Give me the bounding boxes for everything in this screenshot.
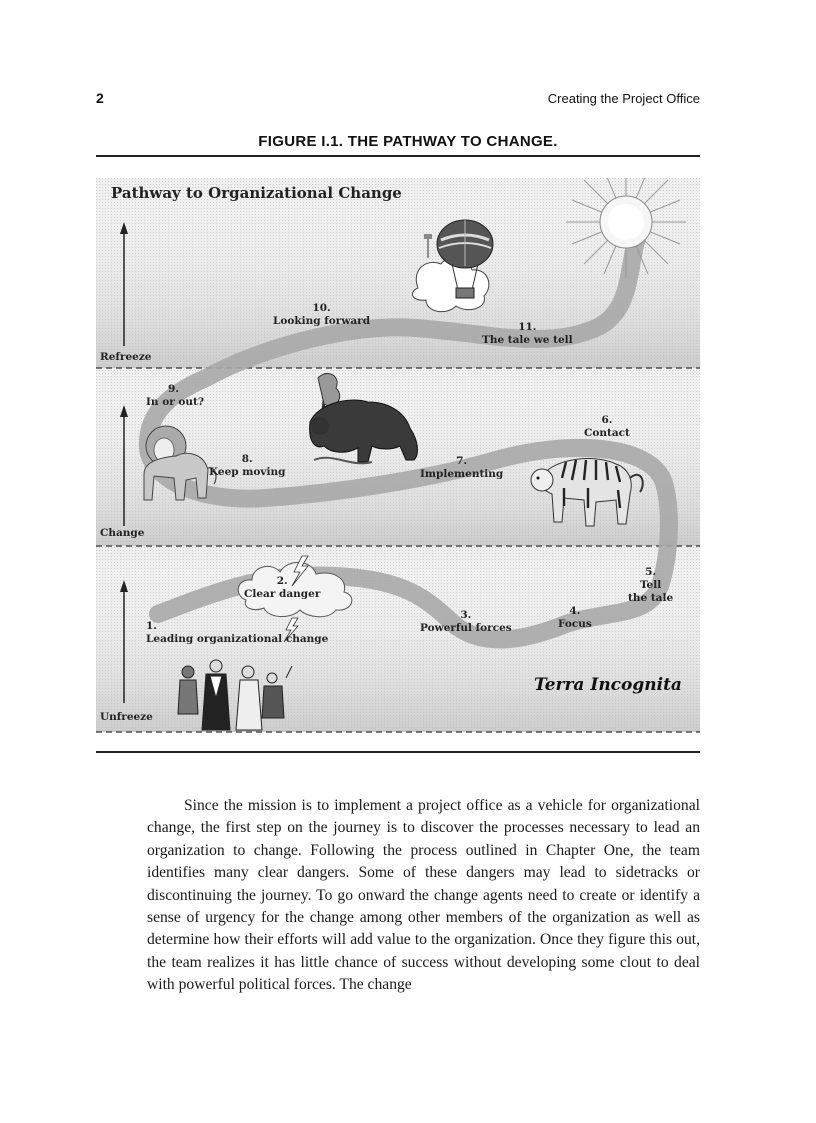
step-7 (420, 455, 503, 481)
step-3-label: Powerful forces (420, 622, 512, 634)
figure-title: Pathway to Organizational Change (111, 184, 402, 202)
step-5 (628, 566, 673, 605)
step-1 (146, 620, 328, 646)
stage-label-refreeze: Refreeze (100, 351, 152, 363)
page-number: 2 (96, 90, 104, 106)
step-7-number: 7. (456, 455, 468, 467)
step-5-label-line2: the tale (628, 592, 674, 604)
step-1-label: Leading organizational change (146, 633, 329, 645)
step-11 (482, 321, 573, 347)
figure-bottom-rule (96, 751, 700, 753)
terra-incognita-signature: Terra Incognita (534, 675, 682, 695)
stage-label-unfreeze: Unfreeze (100, 711, 153, 723)
step-11-number: 11. (518, 321, 537, 333)
caption-rule (96, 155, 700, 157)
step-5-label-line1: Tell (639, 579, 662, 591)
step-3 (420, 609, 512, 635)
step-6 (584, 414, 630, 440)
figure-caption: FIGURE I.1. THE PATHWAY TO CHANGE. (258, 133, 558, 150)
body-paragraph: Since the mission is to implement a project office as a vehicle for organizational change, the first step on the journey is to discover the processes necessary to lead an organization to change. Following the process outlined in Chapter One, the team identifies many clear dangers. Some of these dangers may lead to sidetracks or discontinuing the journey. To go onward the change agents need to create or identify a sense of urgency for the change among other members of the organization as well as determine how their efforts will add value to the organization. Once they figure this out, the team realizes it has little chance of success without developing some clout to deal with powerful political forces. The change (147, 797, 700, 994)
pathway-illustration (96, 178, 700, 738)
step-8 (209, 453, 285, 479)
step-10-label: Looking forward (273, 315, 371, 327)
step-7-label: Implementing (420, 468, 504, 480)
step-8-number: 8. (241, 453, 253, 465)
step-9 (146, 383, 204, 409)
step-2-label: Clear danger (244, 588, 321, 600)
step-6-label: Contact (584, 427, 630, 439)
step-3-number: 3. (460, 609, 472, 621)
step-4-label: Focus (558, 618, 592, 630)
step-10-number: 10. (312, 302, 331, 314)
step-8-label: Keep moving (209, 466, 286, 478)
step-4-number: 4. (569, 605, 581, 617)
pathway-figure (96, 178, 700, 738)
step-4 (558, 605, 592, 631)
step-5-number: 5. (645, 566, 657, 578)
stage-label-change: Change (100, 527, 145, 539)
running-head: Creating the Project Office (547, 91, 700, 106)
step-6-number: 6. (601, 414, 613, 426)
step-10 (273, 302, 370, 328)
step-1-number: 1. (146, 620, 157, 632)
step-11-label: The tale we tell (482, 334, 573, 346)
step-9-number: 9. (168, 383, 179, 395)
step-9-label: In or out? (146, 396, 205, 408)
step-2-number: 2. (276, 575, 288, 587)
step-2 (244, 575, 320, 601)
